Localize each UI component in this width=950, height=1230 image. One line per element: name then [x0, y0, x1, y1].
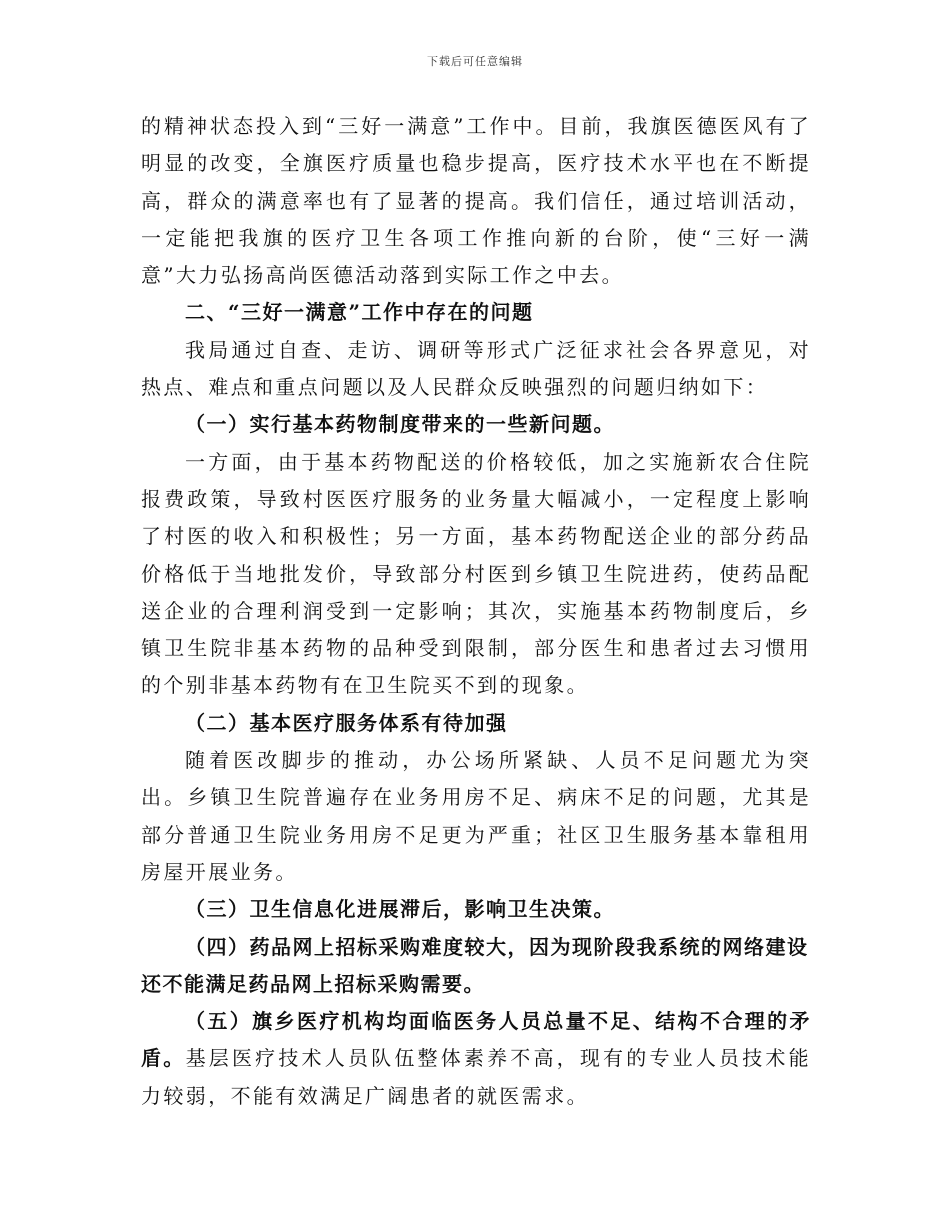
- item1-body: 一方面，由于基本药物配送的价格较低，加之实施新农合住院报费政策，导致村医医疗服务的业务量大幅减小，一定程度上影响了村医的收入和积极性；另一方面，基本药物配送企业的部分药品价格低于当地批发价，导致部分村医到乡镇卫生院进药，使药品配送企业的合理利润受到一定影响；其次，实施基本药物制度后，乡镇卫生院非基本药物的品种受到限制，部分医生和患者过去习惯用的个别非基本药物有在卫生院买不到的现象。: [141, 449, 811, 698]
- item1-heading: （一）实行基本药物制度带来的一些新问题。: [185, 412, 615, 437]
- item3-heading: （三）卫生信息化进展滞后，影响卫生决策。: [185, 897, 615, 922]
- item5-heading: （五）旗乡医疗机构均面临医务人员总量不足、结构不合理的矛盾。: [141, 1009, 811, 1071]
- item2-heading: （二）基本医疗服务体系有待加强: [185, 710, 508, 735]
- page-header: 下载后可任意编辑: [427, 55, 523, 68]
- section-two-heading: 二、“三好一满意”工作中存在的问题: [185, 300, 534, 325]
- item2-body: 随着医改脚步的推动，办公场所紧缺、人员不足问题尤为突出。乡镇卫生院普遍存在业务用房不足、病床不足的问题，尤其是部分普通卫生院业务用房不足更为严重；社区卫生服务基本靠租用房屋开展业务。: [141, 748, 811, 884]
- document-body: [141, 108, 811, 1115]
- item5-body: 基层医疗技术人员队伍整体素养不高，现有的专业人员技术能力较弱，不能有效满足广阔患者的就医需求。: [141, 1046, 811, 1108]
- item5-paragraph: [141, 1003, 811, 1115]
- section-two-intro: 我局通过自查、走访、调研等形式广泛征求社会各界意见，对热点、难点和重点问题以及人民群众反映强烈的问题归纳如下：: [141, 337, 811, 400]
- item4-heading: （四）药品网上招标采购难度较大，因为现阶段我系统的网络建设还不能满足药品网上招标采购需要。: [141, 934, 809, 996]
- intro-paragraph: 的精神状态投入到“三好一满意”工作中。目前，我旗医德医风有了明显的改变，全旗医疗质量也稳步提高，医疗技术水平也在不断提高，群众的满意率也有了显著的提高。我们信任，通过培训活动，一定能把我旗的医疗卫生各项工作推向新的台阶，使“三好一满意”大力弘扬高尚医德活动落到实际工作之中去。: [141, 114, 811, 288]
